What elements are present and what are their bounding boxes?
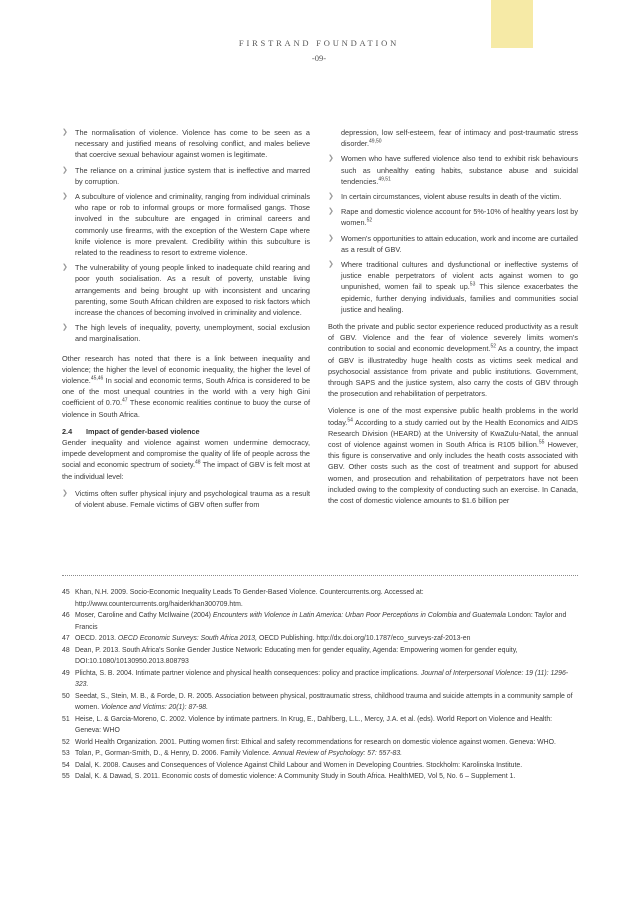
left-bullet-list xyxy=(62,127,310,345)
page-number: -09- xyxy=(311,53,327,63)
list-item: ❯ The high levels of inequality, poverty, unemployment, social exclusion and marginalisation. xyxy=(62,323,310,344)
chevron-right-icon: ❯ xyxy=(328,208,334,216)
footnote: 52 World Health Organization. 2001. Putting women first: Ethical and safety recommendations for research on domestic violence against women. Geneva: WHO. xyxy=(62,738,556,746)
footnote: 49 Plichta, S. B. 2004. Intimate partner violence and physical health consequences: policy and practice implications. Journal of Interpersonal Violence: 19 (11): 1296-323. xyxy=(62,669,569,688)
right-bullet-list xyxy=(328,127,578,315)
list-item: depression, low self-esteem, fear of intimacy and post-traumatic stress disorder.$^{49,50}$ xyxy=(341,128,578,149)
paragraph: Violence is one of the most expensive public health problems in the world today.$^{54}$ According to a study carried out by the Health Economics and AIDS Research Division (HEARD) at the University of KwaZulu-Natal, the annual cost of violence against women in South Africa is R105 billion.$^{55}$ However, this figure is conservative and only includes the heath costs associated with GBV. Other costs such as the cost of treatment and support for abused women, and prosecution and rehabilitation of perpetrators have not been included owing to the complexity of conducting such an exercise. In Canada, the cost of domestic violence amounts to $1.6 billion per xyxy=(328,406,578,506)
footnote: 54 Dalal, K. 2008. Causes and Consequences of Violence Against Child Labour and Women in Developing Countries. Stockholm: Karolinska Institute. xyxy=(62,761,523,769)
chevron-right-icon: ❯ xyxy=(328,193,334,201)
chevron-right-icon: ❯ xyxy=(62,489,68,497)
chevron-right-icon: ❯ xyxy=(62,129,68,136)
chevron-right-icon: ❯ xyxy=(328,234,334,242)
list-item: ❯ A subculture of violence and criminality, ranging from individual criminals who rape or rob to informal groups or more formalised gangs. Those involved in the subculture are engaged in criminal careers and commonly use firearms, with the exception of the Western Cape where knife violence is more prevalent. Credibility within this subculture is related to the readiness to resort to extreme violence. xyxy=(62,192,310,258)
list-item: ❯ In certain circumstances, violent abuse results in death of the victim. xyxy=(328,192,562,202)
chevron-right-icon: ❯ xyxy=(62,264,68,272)
list-item: ❯ Where traditional cultures and dysfunctional or ineffective systems of justice enable perpetrators of violent acts against women to go unpunished, women fail to speak up.$^{53}$ This silence exacerbates the epidemic, further denying individuals, families and communities social justice and healing. xyxy=(328,260,579,314)
chevron-right-icon: ❯ xyxy=(62,324,68,332)
footnotes xyxy=(62,587,578,783)
list-item: ❯ The vulnerability of young people linked to inadequate child rearing and poor youth socialisation. As a result of poverty, unstable living arrangements and being brought up with inconsistent and uncaring parenting, some South African children are exposed to risk factors which increase the chances of becoming involved in criminality and violence. xyxy=(62,263,310,318)
list-item: ❯ Rape and domestic violence account for 5%-10% of healthy years lost by women.$^{52}$ xyxy=(328,207,578,228)
chevron-right-icon: ❯ xyxy=(62,193,68,201)
paragraph: Both the private and public sector experience reduced productivity as a result of GBV. Violence and the fear of violence severely limits women's contribution to social and economic development.$^{52}$ As a country, the impact of GBV is illustratedby huge health costs as victims seek medical and psychosocial assistance from private and public institutions. Government, through SAPS and the justice system, also carry the costs of GBV through the prosecution and rehabilitation of perpetrators. xyxy=(328,322,578,399)
footnote: 50 Seedat, S., Stein, M. B., & Forde, D. R. 2005. Association between physical, posttraumatic stress, childhood trauma and suicide attempts in a community sample of women. Violence and Victims: 20(1): 87-98. xyxy=(62,692,573,711)
paragraph: Other research has noted that there is a link between inequality and violence; the higher the level of economic inequality, the higher the level of violence.$^{45,46}$ In social and economic terms, South Africa is considered to be one of the most unequal countries in the world with a very high Gini coefficient of 0.70.47 These economic realities continue to buoy the curse of violence in South Africa. xyxy=(62,353,311,419)
list-item: ❯ The normalisation of violence. Violence has come to be seen as a necessary and justified means of resolving conflict, and males believe that coercive sexual behaviour against women is legitimate. xyxy=(62,128,310,160)
footnote: 47 OECD. 2013. OECD Economic Surveys: South Africa 2013, OECD Publishing. http://dx.doi.org/10.1787/eco_surveys-zaf-2013-en xyxy=(62,635,471,642)
section-heading: 2.4 Impact of gender-based violence xyxy=(62,426,200,436)
list-item: ❯ Women who have suffered violence also tend to exhibit risk behaviours such as unhealthy eating habits, substance abuse and suicidal tendencies.$^{49,51}$ xyxy=(328,154,578,186)
chevron-right-icon: ❯ xyxy=(62,166,68,174)
left-column xyxy=(62,127,310,514)
left-bullet-list-2 xyxy=(62,488,310,510)
chevron-right-icon: ❯ xyxy=(328,261,334,269)
footnote: 51 Heise, L. & Garcia-Moreno, C. 2002. Violence by intimate partners. In Krug, E., Dahlberg, L.L., Mercy, J.A. et al. (eds). World Report on Violence and Health: Geneva: WHO xyxy=(62,715,553,734)
list-item: ❯ Victims often suffer physical injury and psychological trauma as a result of violent abuse. Female victims of GBV often suffer from xyxy=(62,488,310,510)
list-item: ❯ The reliance on a criminal justice system that is ineffective and marred by corruption. xyxy=(62,165,310,186)
footnote-separator xyxy=(62,575,578,576)
footnote: 55 Dalal, K. & Dawad, S. 2011. Economic costs of domestic violence: A Community Study in South Africa. HealthMED, Vol 5, No. 6 – Supplement 1. xyxy=(62,773,516,780)
footnote: 45 Khan, N.H. 2009. Socio-Economic Inequality Leads To Gender-Based Violence. Countercurrents.org. Accessed at: http://www.countercurrents.org/haiderkhan300709.htm. xyxy=(62,589,424,608)
footnote: 53 Tolan, P., Gorman-Smith, D., & Henry, D. 2006. Family Violence. Annual Review of Psychology: 57: 557-83. xyxy=(62,750,403,757)
footnote: 48 Dean, P. 2013. South Africa's Sonke Gender Justice Network: Educating men for gender equality, Agenda: Empowering women for gender equity, DOI:10.1080/10130950.2013.808793 xyxy=(62,646,518,665)
footnote: 46 Moser, Caroline and Cathy McIlwaine (2004) Encounters with Violence in Latin America: Urban Poor Perceptions in Colombia and Guatemala London: Taylor and Francis xyxy=(62,612,567,631)
paragraph: Gender inequality and violence against women undermine democracy, impede development and compromise the quality of life of people across the social and economic spectrum of society.$^{48}$ The impact of GBV is felt most at the individual level: xyxy=(62,438,310,481)
right-column xyxy=(328,127,578,512)
chevron-right-icon: ❯ xyxy=(328,155,334,163)
header-org-name: FIRSTRAND FOUNDATION xyxy=(238,38,400,48)
list-item: ❯ Women's opportunities to attain education, work and income are curtailed as a result of GBV. xyxy=(328,233,578,254)
